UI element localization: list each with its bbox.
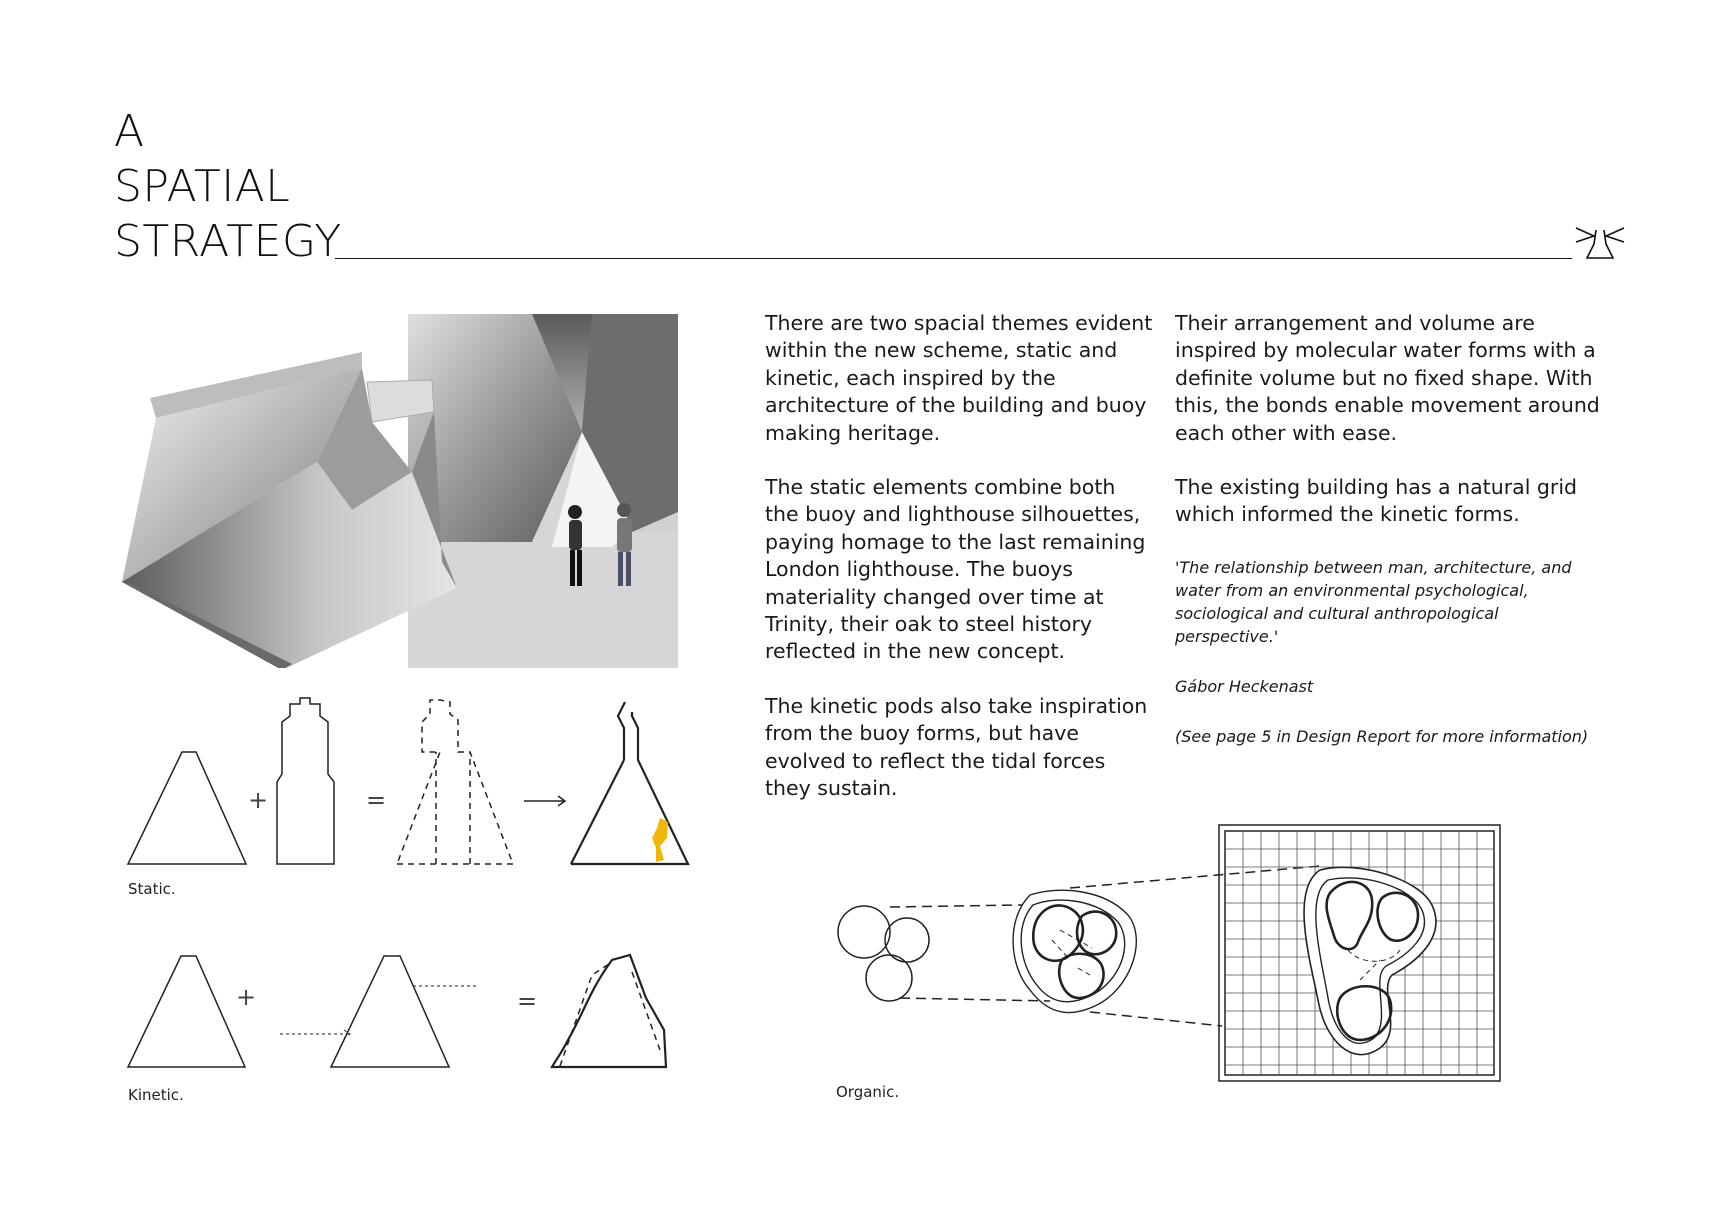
static-result xyxy=(571,702,688,864)
quote-text: 'The relationship between man, architecture, and water from an environmental psychological, sociological and cultural anthropological perspective.' xyxy=(1175,557,1572,646)
molecule-circle-1 xyxy=(838,906,890,958)
static-trapezoid xyxy=(128,752,246,864)
arrow-right xyxy=(524,796,565,806)
equals-sign-static: = xyxy=(366,786,387,814)
kinetic-caption: Kinetic. xyxy=(128,1086,184,1104)
kinetic-trapezoid-1 xyxy=(128,956,245,1067)
lighthouse-outline xyxy=(277,698,334,864)
title-line-3: STRATEGY xyxy=(114,216,342,267)
force-arrow-2 xyxy=(280,1030,350,1038)
kinetic-trapezoid-2 xyxy=(331,956,449,1067)
quote-author: Gábor Heckenast xyxy=(1175,676,1314,696)
molecule-circle-3 xyxy=(866,955,912,1001)
reference-note: (See page 5 in Design Report for more information) xyxy=(1175,726,1589,746)
paragraph-themes: There are two spacial themes evident within the new scheme, static and kinetic, each inspired by the architecture of the building and buoy making heritage. xyxy=(765,311,1153,445)
accent-figure xyxy=(652,818,668,862)
paragraph-arrangement: Their arrangement and volume are inspired by molecular water forms with a definite volume but no fixed shape. With this, the bonds enable movement around each other with ease. xyxy=(1175,311,1600,445)
plus-sign-static: + xyxy=(248,786,269,814)
paragraph-static: The static elements combine both the buoy and lighthouse silhouettes, paying homage to the last remaining London lighthouse. The buoys materiality changed over time at Trinity, their oak to steel history reflected in the new concept. xyxy=(765,475,1146,664)
organic-caption: Organic. xyxy=(836,1083,900,1101)
paragraph-kinetic: The kinetic pods also take inspiration from the buoy forms, but have evolved to reflect the tidal forces they sustain. xyxy=(765,693,1148,801)
equals-sign-kinetic: = xyxy=(517,987,538,1015)
paragraph-grid: The existing building has a natural grid which informed the kinetic forms. xyxy=(1175,475,1578,527)
kinetic-result xyxy=(552,955,666,1067)
title-line-2: SPATIAL xyxy=(114,161,291,212)
connector-lines-2 xyxy=(1070,866,1320,1026)
title-line-1: A xyxy=(114,106,145,157)
static-caption: Static. xyxy=(128,880,176,898)
kinetic-dashed xyxy=(560,962,660,1066)
combined-dashed xyxy=(397,700,513,864)
plus-sign-kinetic: + xyxy=(236,983,257,1011)
